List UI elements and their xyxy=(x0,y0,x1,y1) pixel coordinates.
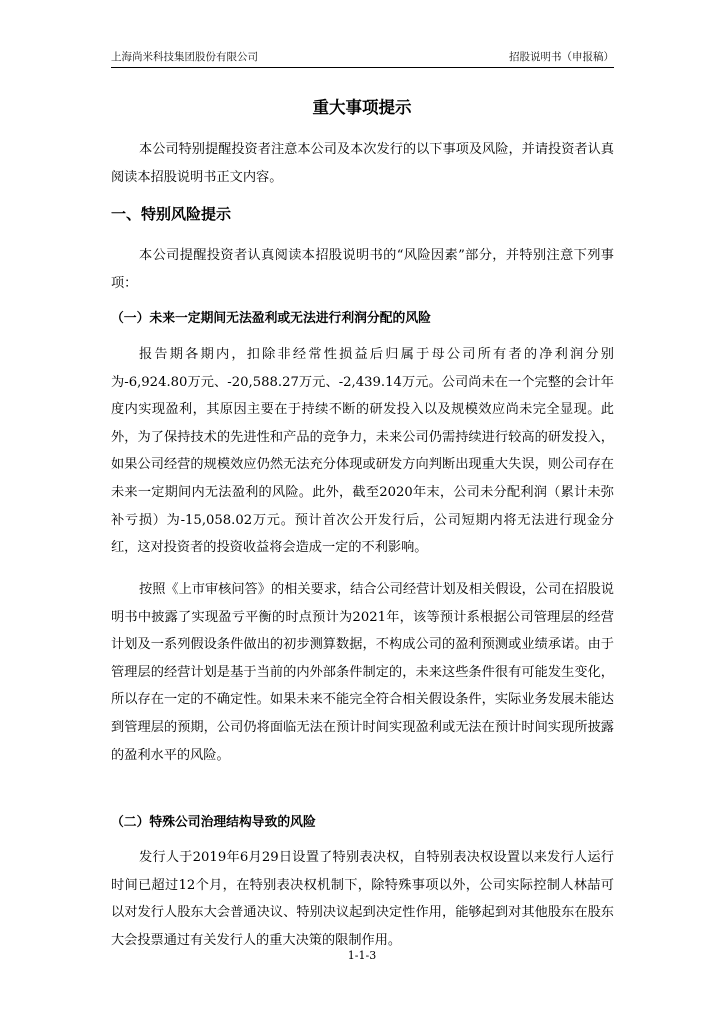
header-document-type: 招股说明书（申报稿） xyxy=(509,51,614,63)
subsection-heading-governance-risk: （二）特殊公司治理结构导致的风险 xyxy=(111,815,316,830)
intro-paragraph: 本公司特别提醒投资者注意本公司及本次发行的以下事项及风险，并请投资者认真阅读本招股说明书正文内容。 xyxy=(111,142,614,185)
section-intro-paragraph: 本公司提醒投资者认真阅读本招股说明书的“风险因素”部分，并特别注意下列事项： xyxy=(111,248,614,291)
page-title: 重大事项提示 xyxy=(312,98,412,117)
subsection-heading-profit-risk: （一）未来一定期间无法盈利或无法进行利润分配的风险 xyxy=(111,311,431,326)
profit-risk-paragraph-1: 报告期各期内，扣除非经常性损益后归属于母公司所有者的净利润分别为-6,924.80万元、-20,588.27万元、-2,439.14万元。公司尚未在一个完整的会计年度内实现盈利，其原因主要在于持续不断的研发投入以及规模效应尚未完全显现。此外，为了保持技术的先进性和产品的竞争力，未来公司仍需持续进行较高的研发投入，如果公司经营的规模效应仍然无法充分体现或研发方向判断出现重大失误，则公司存在未来一定期间内无法盈利的风险。此外，截至2020年末，公司未分配利润（累计未弥补亏损）为-15,058.02万元。预计首次公开发行后，公司短期内将无法进行现金分红，这对投资者的投资收益将会造成一定的不利影响。 xyxy=(111,347,614,556)
profit-risk-paragraph-2: 按照《上市审核问答》的相关要求，结合公司经营计划及相关假设，公司在招股说明书中披露了实现盈亏平衡的时点预计为2021年，该等预计系根据公司管理层的经营计划及一系列假设条件做出的初步测算数据，不构成公司的盈利预测或业绩承诺。由于管理层的经营计划是基于当前的内外部条件制定的，未来这些条件很有可能发生变化，所以存在一定的不确定性。如果未来不能完全符合相关假设条件，实际业务发展未能达到管理层的预期，公司仍将面临无法在预计时间实现盈利或无法在预计时间实现所披露的盈利水平的风险。 xyxy=(111,582,614,763)
page-number: 1-1-3 xyxy=(347,949,377,962)
page-header xyxy=(111,49,614,68)
header-company-name: 上海尚米科技集团股份有限公司 xyxy=(111,51,258,63)
section-heading-special-risk: 一、特别风险提示 xyxy=(111,205,232,223)
governance-risk-paragraph: 发行人于2019年6月29日设置了特别表决权，自特别表决权设置以来发行人运行时间已超过12个月，在特别表决权机制下，除特殊事项以外，公司实际控制人林喆可以对发行人股东大会普通决议、特别决议起到决定性作用，能够起到对其他股东在股东大会投票通过有关发行人的重大决策的限制作用。 xyxy=(111,850,614,948)
